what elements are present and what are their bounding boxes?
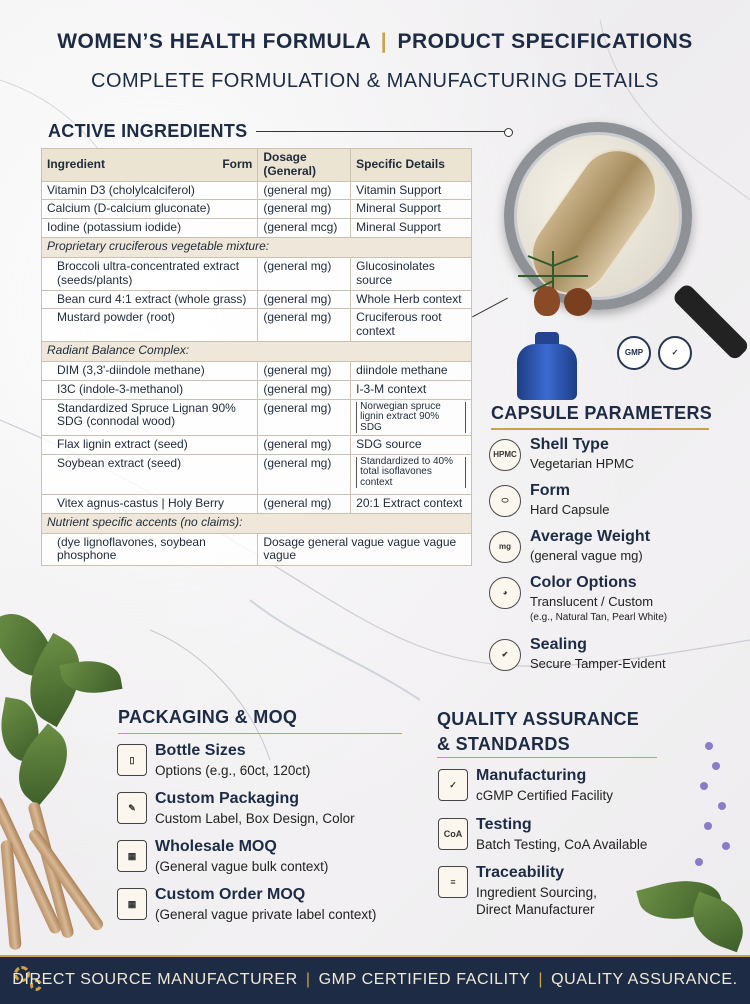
ingredient-dosage: (general mcg) — [258, 219, 351, 238]
item-value-line1: Ingredient Sourcing, — [476, 885, 597, 900]
quality-heading-line2: & STANDARDS — [437, 734, 570, 754]
heading-connector-line — [256, 131, 510, 132]
group-label: Radiant Balance Complex: — [42, 341, 472, 361]
ingredient-details: I-3-M context — [351, 380, 472, 399]
param-value: (general vague mg) — [530, 548, 643, 563]
ingredient-name: DIM (3,3'-diindole methane) — [42, 361, 258, 380]
table-row — [42, 399, 472, 436]
ingredient-name: Bean curd 4:1 extract (whole grass) — [42, 290, 258, 309]
table-row — [42, 494, 472, 513]
item-value: Batch Testing, CoA Available — [476, 837, 648, 852]
item-label: Custom Order MOQ — [155, 886, 306, 903]
ingredient-dosage: (general mg) — [258, 200, 351, 219]
table-row — [42, 257, 472, 290]
ingredient-dosage: (general mg) — [258, 380, 351, 399]
param-value: Hard Capsule — [530, 502, 610, 517]
ingredient-dosage: (general mg) — [258, 399, 351, 436]
item-value: cGMP Certified Facility — [476, 788, 614, 803]
item-value — [476, 884, 597, 918]
table-row — [42, 436, 472, 455]
item-value: Options (e.g., 60ct, 120ct) — [155, 763, 311, 778]
footer-text — [0, 971, 750, 989]
ingredient-details: Mineral Support — [351, 219, 472, 238]
ingredient-details: Glucosinolates source — [351, 257, 472, 290]
quality-heading — [437, 707, 639, 757]
item-label: Wholesale MOQ — [155, 838, 277, 855]
ingredient-details: SDG source — [351, 436, 472, 455]
param-note: (e.g., Natural Tan, Pearl White) — [530, 612, 668, 623]
ingredient-dosage: (general mg) — [258, 290, 351, 309]
group-label: Nutrient specific accents (no claims): — [42, 513, 472, 533]
page-title — [0, 30, 750, 54]
gmp-badge-icon: GMP — [617, 336, 651, 370]
details-bracket: Standardized to 40% total isoflavones context — [356, 457, 466, 489]
heading-underline — [437, 757, 657, 758]
param-value: Translucent / Custom — [530, 594, 654, 609]
table-header-row — [42, 149, 472, 182]
table-group-row — [42, 341, 472, 361]
footer-part1: DIRECT SOURCE MANUFACTURER — [12, 971, 298, 988]
group-label: Proprietary cruciferous vegetable mixture: — [42, 237, 472, 257]
ingredient-dosage: (general mg) — [258, 454, 351, 494]
param-value: Vegetarian HPMC — [530, 456, 635, 471]
weight-icon: mg — [489, 531, 521, 563]
footer-part2: GMP CERTIFIED FACILITY — [318, 971, 531, 988]
ingredient-name: Standardized Spruce Lignan 90% SDG (connodal wood) — [42, 399, 258, 436]
title-right: PRODUCT SPECIFICATIONS — [397, 30, 693, 53]
footer-separator: | — [538, 971, 544, 988]
ingredient-dosage: Dosage general vague vague — [263, 534, 421, 549]
flower-icon — [704, 822, 712, 830]
packaging-heading: PACKAGING & MOQ — [118, 707, 298, 727]
flower-icon — [705, 742, 713, 750]
capsule-icon: ⬭ — [489, 485, 521, 517]
footer-separator: | — [305, 971, 311, 988]
item-value-line2: Direct Manufacturer — [476, 902, 595, 917]
param-label: Color Options — [530, 574, 637, 591]
column-header-dosage: Dosage (General) — [258, 149, 351, 182]
ingredient-details: diindole methane — [351, 361, 472, 380]
palette-icon: ◕ — [489, 577, 521, 609]
ingredient-dosage: (general mg) — [258, 309, 351, 342]
pine-cone-icon — [564, 288, 592, 316]
item-label: Custom Packaging — [155, 790, 300, 807]
item-value: (General vague bulk context) — [155, 859, 329, 874]
table-row — [42, 361, 472, 380]
ingredient-dosage: (general mg) — [258, 181, 351, 200]
column-ingredient-label: Ingredient — [47, 156, 106, 171]
ingredients-table — [41, 148, 472, 566]
ingredient-name: Calcium (D-calcium gluconate) — [42, 200, 258, 219]
ingredient-details — [351, 399, 472, 436]
magnifier-connector-line — [472, 298, 508, 318]
ingredient-details: 20:1 Extract context — [351, 494, 472, 513]
ingredient-dosage: (general mg) — [258, 257, 351, 290]
ingredient-dosage: (general mg) — [258, 494, 351, 513]
flower-icon — [712, 762, 720, 770]
quality-heading-line1: QUALITY ASSURANCE — [437, 709, 640, 729]
active-ingredients-heading: ACTIVE INGREDIENTS — [48, 121, 248, 141]
table-group-row — [42, 237, 472, 257]
ingredient-name: (dye lignoflavones, soybean phosphone — [42, 533, 258, 566]
palette-brush-icon: ✎ — [117, 792, 147, 824]
ingredient-name: Iodine (potassium iodide) — [42, 219, 258, 238]
item-label: Bottle Sizes — [155, 742, 246, 759]
table-row — [42, 309, 472, 342]
quality-control-badge-icon: ✓ — [658, 336, 692, 370]
item-label: Manufacturing — [476, 767, 587, 784]
table-row — [42, 200, 472, 219]
ingredient-details: vague vague — [263, 534, 457, 563]
item-value: Custom Label, Box Design, Color — [155, 811, 355, 826]
item-label: Traceability — [476, 864, 565, 881]
table-row — [42, 290, 472, 309]
table-row — [42, 219, 472, 238]
pine-cone-icon — [534, 286, 560, 316]
ingredient-name: Flax lignin extract (seed) — [42, 436, 258, 455]
ingredient-name: Soybean extract (seed) — [42, 454, 258, 494]
ingredient-details: Whole Herb context — [351, 290, 472, 309]
ingredient-name: I3C (indole-3-methanol) — [42, 380, 258, 399]
param-value: Secure Tamper-Evident — [530, 656, 666, 671]
ingredient-name: Broccoli ultra-concentrated extract (seeds/plants) — [42, 257, 258, 290]
flower-icon — [700, 782, 708, 790]
page-subtitle: COMPLETE FORMULATION & MANUFACTURING DETAILS — [91, 70, 659, 92]
ingredient-dosage-details — [258, 533, 472, 566]
coa-document-icon: CoA — [438, 818, 468, 850]
column-form-label: Form — [222, 156, 253, 171]
table-group-row — [42, 513, 472, 533]
flower-icon — [695, 858, 703, 866]
ingredient-name: Vitex agnus-castus | Holy Berry — [42, 494, 258, 513]
heading-underline — [491, 428, 709, 430]
footer-banner — [0, 955, 750, 1004]
ingredient-details: Vitamin Support — [351, 181, 472, 200]
param-label: Average Weight — [530, 528, 651, 545]
flower-icon — [718, 802, 726, 810]
seal-check-icon: ✔ — [489, 639, 521, 671]
item-value: (General vague private label context) — [155, 907, 377, 922]
ingredient-details: Cruciferous root context — [351, 309, 472, 342]
details-bracket: Norwegian spruce lignin extract 90% SDG — [356, 402, 466, 434]
document-check-icon: ≡ — [438, 866, 468, 898]
dropper-bottle-image — [517, 344, 577, 400]
heading-underline — [118, 733, 402, 734]
ingredient-name: Vitamin D3 (cholylcalciferol) — [42, 181, 258, 200]
table-row — [42, 380, 472, 399]
certificate-seal-icon: ✓ — [438, 769, 468, 801]
ingredient-dosage: (general mg) — [258, 361, 351, 380]
boxes-icon: ▦ — [117, 840, 147, 872]
footer-part3: QUALITY ASSURANCE. — [551, 971, 738, 988]
param-label: Sealing — [530, 636, 587, 653]
capsule-parameters-heading: CAPSULE PARAMETERS — [491, 403, 713, 423]
item-label: Testing — [476, 816, 532, 833]
ingredient-name: Mustard powder (root) — [42, 309, 258, 342]
ingredient-dosage: (general mg) — [258, 436, 351, 455]
flower-icon — [722, 842, 730, 850]
ingredient-details — [351, 454, 472, 494]
title-left: WOMEN’S HEALTH FORMULA — [57, 30, 371, 53]
title-separator: | — [380, 30, 388, 53]
param-label: Form — [530, 482, 570, 499]
column-header-details: Specific Details — [351, 149, 472, 182]
boxes-icon: ▦ — [117, 888, 147, 920]
column-header-ingredient — [42, 149, 258, 182]
hpmc-icon: HPMC — [489, 439, 521, 471]
param-label: Shell Type — [530, 436, 609, 453]
table-row — [42, 181, 472, 200]
bottle-icon: ▯ — [117, 744, 147, 776]
table-row — [42, 533, 472, 566]
ingredient-details: Mineral Support — [351, 200, 472, 219]
table-row — [42, 454, 472, 494]
